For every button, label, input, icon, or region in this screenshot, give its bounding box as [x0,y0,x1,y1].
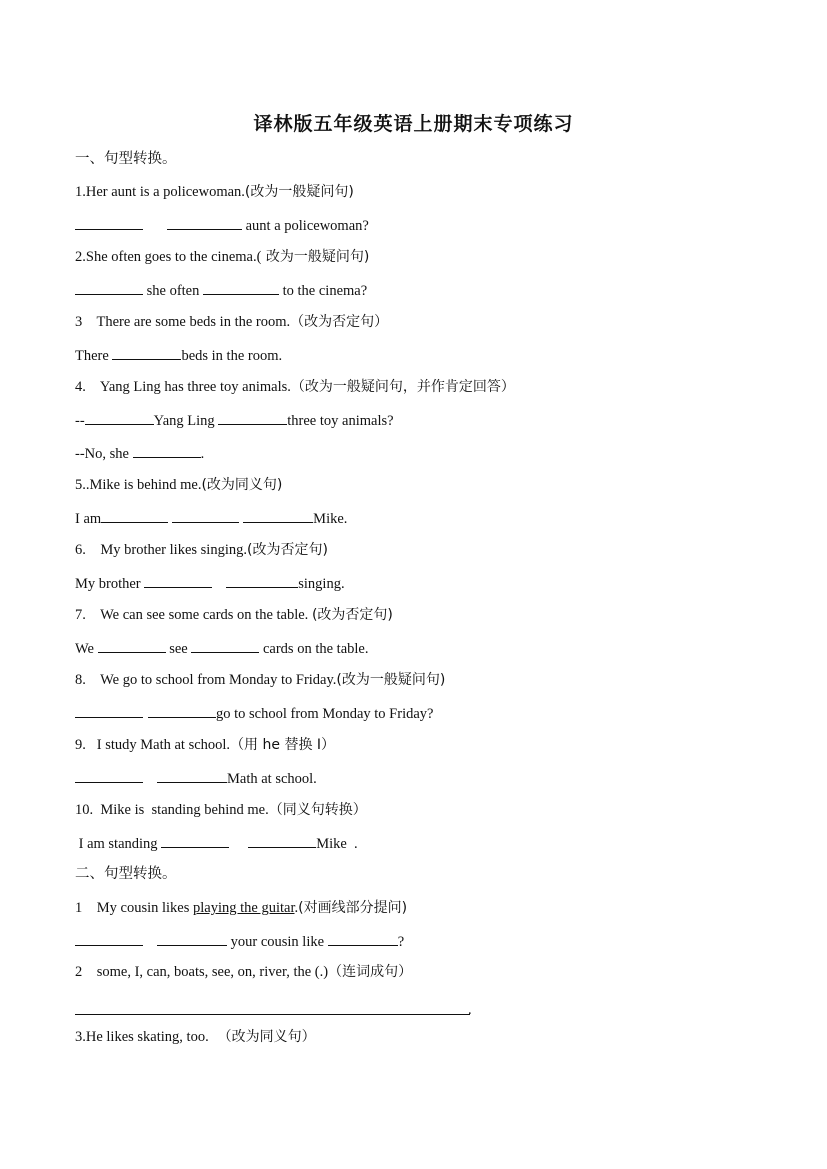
answer-text: go to school from Monday to Friday? [216,706,434,722]
answer-line-s2-2[interactable] [75,1014,470,1015]
answer-2 [75,280,367,301]
answer-3 [75,345,282,366]
question-5 [75,475,282,495]
answer-blank[interactable] [133,443,201,458]
answer-text: Mike. [313,511,348,527]
question-instruction: (改为一般疑问句) [336,672,446,688]
question-text: 7. We can see some cards on the table. [75,607,312,623]
answer-text: see [165,641,192,657]
answer-1 [75,215,369,236]
question-instruction: （改为否定句） [290,314,389,330]
question-instruction: （改为同义句） [208,1029,316,1045]
answer-9 [75,768,317,789]
question-8 [75,670,445,690]
answer-blank[interactable] [85,410,154,425]
answer-text: Mike . [316,836,358,852]
question-s2-3 [75,1027,316,1047]
answer-5 [75,508,347,529]
question-text: 2 some, I, can, boats, see, on, river, the (.) [75,964,329,980]
answer-text: We [75,641,98,657]
answer-blank[interactable] [248,833,316,848]
question-3 [75,312,388,332]
answer-blank[interactable] [75,280,143,295]
question-text: 9. I study Math at school. [75,737,231,753]
answer-blank[interactable] [98,638,166,653]
question-text: 10. Mike is standing behind me. [75,802,269,818]
answer-blank[interactable] [75,215,143,230]
answer-text: ? [397,934,405,950]
underlined-phrase: playing the guitar [193,900,295,916]
answer-blank[interactable] [75,703,143,718]
answer-4 [75,410,394,431]
question-text: 4. Yang Ling has three toy animals. [75,379,291,395]
answer-text: she often [143,283,203,299]
answer-blank[interactable] [226,573,298,588]
question-text: 1.Her aunt is a policewoman. [75,184,245,200]
answer-text: beds in the room. [181,348,283,364]
answer-text: My brother [75,576,145,592]
answer-text: I am standing [75,836,162,852]
section-heading-2: 二、句型转换。 [75,866,177,882]
answer-text: --No, she [75,446,133,462]
answer-text: to the cinema? [279,283,368,299]
question-text: 8. We go to school from Monday to Friday. [75,672,337,688]
answer-line-end: . [468,1002,472,1018]
question-instruction: （同义句转换） [268,802,367,818]
question-instruction: (改为同义句) [201,477,283,493]
question-text: 6. My brother likes singing. [75,542,247,558]
question-7 [75,605,393,625]
question-1 [75,182,354,202]
answer-blank[interactable] [218,410,287,425]
answer-8 [75,703,433,724]
question-instruction: (改为否定句) [311,607,393,623]
reply-4 [75,443,204,464]
answer-text: Math at school. [227,771,317,787]
answer-text: singing. [298,576,345,592]
question-s2-1 [75,898,407,918]
answer-6 [75,573,345,594]
answer-text: your cousin like [227,934,328,950]
question-4 [75,377,515,397]
answer-blank[interactable] [203,280,279,295]
question-2 [75,247,369,267]
answer-s2-1 [75,931,404,952]
answer-blank[interactable] [148,703,216,718]
answer-text: aunt a policewoman? [242,218,369,234]
question-text: 1 My cousin likes [75,900,194,916]
answer-text: Yang Ling [153,413,219,429]
question-10 [75,800,367,820]
answer-text: There [75,348,113,364]
question-instruction: 改为一般疑问句) [261,249,370,265]
question-instruction: （用 he 替换 I） [230,737,336,753]
question-instruction: (改为否定句) [246,542,328,558]
question-text: 5..Mike is behind me. [75,477,202,493]
question-text: 3.He likes skating, too. [75,1029,209,1045]
answer-7 [75,638,368,659]
answer-blank[interactable] [157,768,227,783]
answer-blank[interactable] [144,573,212,588]
answer-blank[interactable] [112,345,181,360]
answer-blank[interactable] [243,508,313,523]
question-instruction: （连词成句） [328,964,413,980]
answer-text: cards on the table. [259,641,369,657]
answer-text: -- [75,413,85,429]
answer-text: . [200,446,205,462]
question-6 [75,540,328,560]
answer-blank[interactable] [75,768,143,783]
answer-blank[interactable] [167,215,242,230]
question-9 [75,735,335,755]
answer-blank[interactable] [328,931,398,946]
answer-blank[interactable] [161,833,229,848]
page-title: 译林版五年级英语上册期末专项练习 [253,113,574,135]
answer-10 [75,833,358,854]
answer-blank[interactable] [157,931,227,946]
answer-blank[interactable] [172,508,239,523]
answer-text: three toy animals? [287,413,394,429]
answer-blank[interactable] [191,638,259,653]
question-instruction: (对画线部分提问) [298,900,408,916]
question-text: 3 There are some beds in the room. [75,314,291,330]
section-heading-1: 一、句型转换。 [75,151,177,167]
question-s2-2 [75,962,412,982]
question-text: 2.She often goes to the cinema.( [75,249,262,265]
question-text: . [294,900,299,916]
answer-blank[interactable] [75,931,143,946]
answer-blank[interactable] [101,508,168,523]
question-instruction: (改为一般疑问句) [244,184,354,200]
answer-text: I am [75,511,102,527]
question-instruction: （改为一般疑问句，并作肯定回答） [290,379,515,395]
